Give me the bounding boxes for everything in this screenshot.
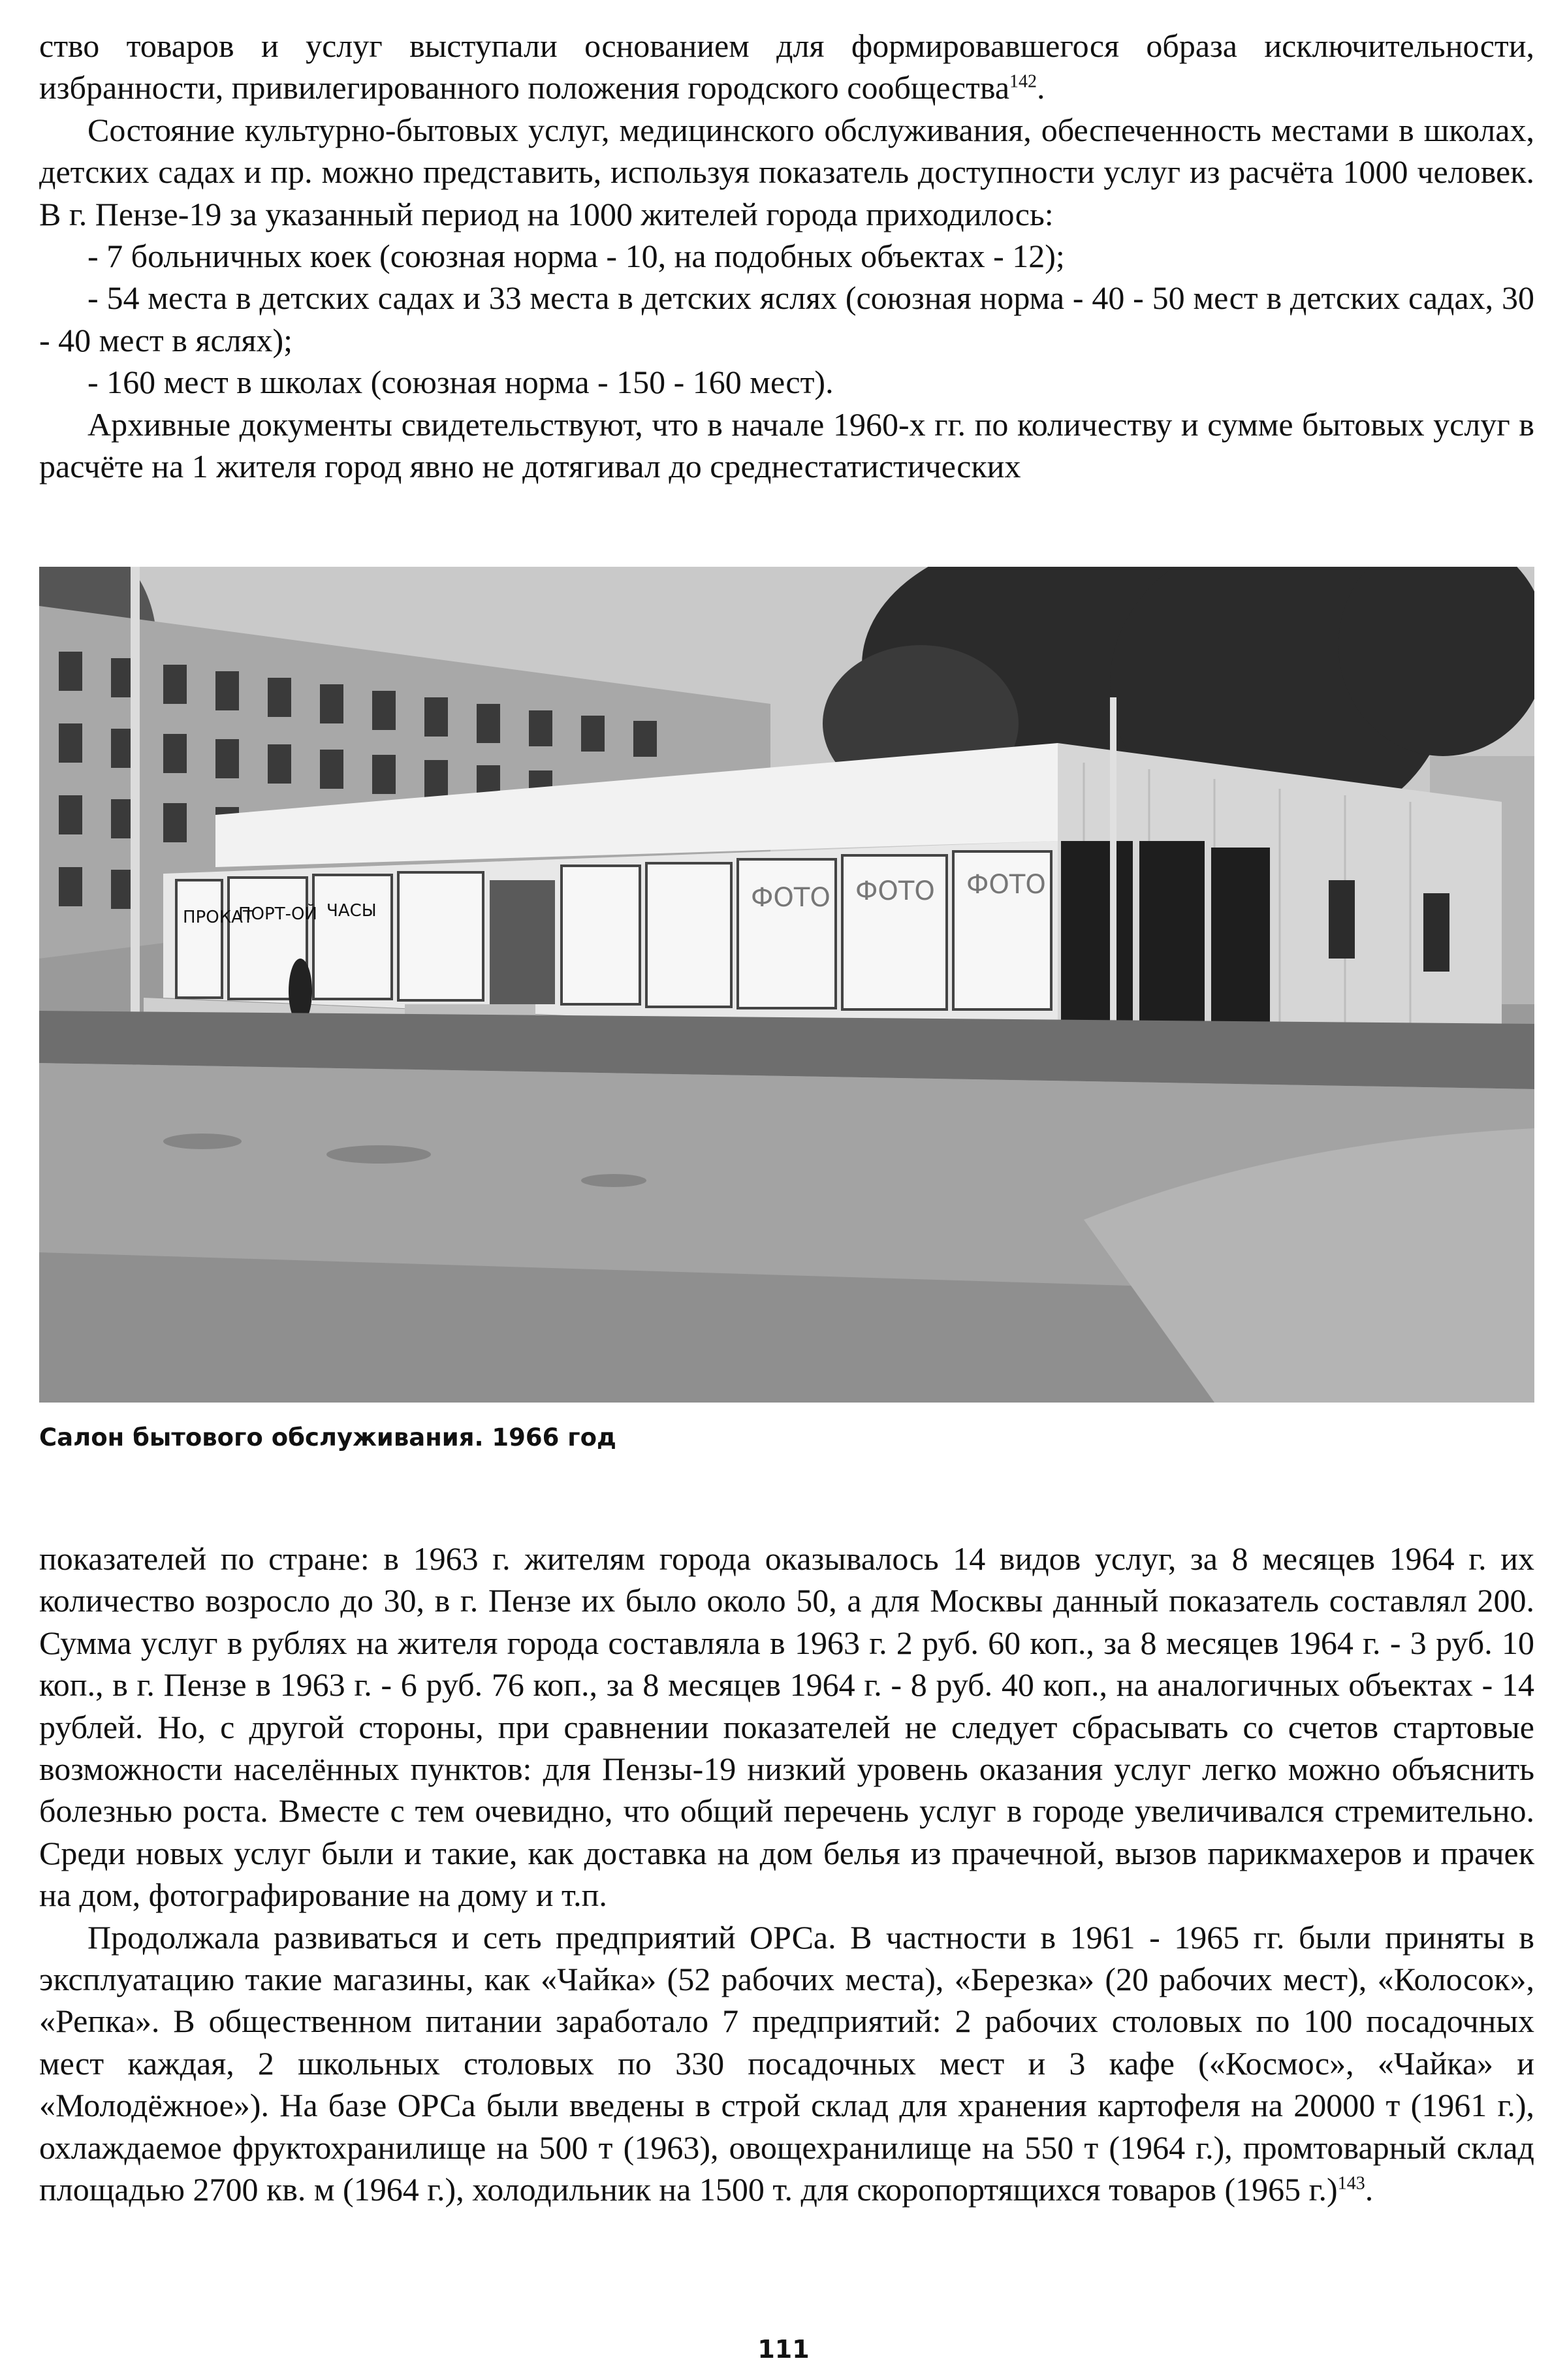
entrance-door [490,880,555,1004]
sign-foto-1: ФОТО [751,883,831,913]
list-item-kindergarten: - 54 места в детских садах и 33 места в детских яслях (союзная норма - 40 - 50 мест в детских садах, 30 - 40 мест в яслях); [39,279,1534,358]
paragraph-orsa: Продолжала развиваться и сеть предприятий ОРСа. В частности в 1961 - 1965 гг. были приняты в эксплуатацию такие магазины, как «Чайка» (52 рабочих места), «Березка» (20 рабочих мест), «Колосок», «Репка». В общественном питании заработало 7 предприятий: 2 рабочих столовых по 100 посадочных мест каждая, 2 школьных столовых по 330 посадочных мест и 3 кафе («Космос», «Чайка» и «Молодёжное»). На базе ОРСа были введены в строй склад для хранения картофеля на 20000 т (1961 г.), охлаждаемое фруктохранилище на 500 т (1963), овощехранилище на 550 т (1964 г.), промтоварный склад площадью 2700 кв. м (1964 г.), холодильник на 1500 т. для скоропортящихся товаров (1965 г.)$^{143}$. [39,1918,1534,2208]
page-number: 111 [757,2335,810,2364]
footnote-ref-142[interactable]: 142 [1009,71,1037,92]
sign-prokat: ПРОКАТ [183,908,253,927]
paragraph-archive: Архивные документы свидетельствуют, что в начале 1960-х гг. по количеству и сумме бытовых услуг в расчёте на 1 жителя город явно не дотягивал до среднестатистических [39,405,1534,485]
sign-port: ПОРТ-ОЙ [238,904,317,924]
lamp-pole-right [1110,697,1116,1063]
sign-foto-2: ФОТО [855,876,935,906]
top-text-block [39,25,1534,487]
list-item-hospital: - 7 больничных коек (союзная норма - 10, на подобных объектах - 12); [87,238,1065,275]
bottom-text-block [39,1538,1534,2211]
paragraph-indicators: показателей по стране: в 1963 г. жителям города оказывалось 14 видов услуг, за 8 месяцев 1964 г. их количество возросло до 30, в г. Пензе их было около 50, а для Москвы данный показатель составлял 200. Сумма услуг в рублях на жителя города составляла в 1963 г. 2 руб. 60 коп., за 8 месяцев 1964 г. - 3 руб. 10 коп., в г. Пензе в 1963 г. - 6 руб. 76 коп., за 8 месяцев 1964 г. - 8 руб. 40 коп., на аналогичных объектах - 14 рублей. Но, с другой стороны, при сравнении показателей не следует сбрасывать со счетов стартовые возможности населённых пунктов: для Пензы-19 низкий уровень оказания услуг легко можно объяснить болезнью роста. Вместе с тем очевидно, что общий перечень услуг в городе увеличивался стремительно. Среди новых услуг были и такие, как доставка на дом белья из прачечной, вызов парикмахеров и прачек на дом, фотографирование на дому и т.п. [39,1540,1534,1914]
paragraph-continuation: ство товаров и услуг выступали основанием для формировавшегося образа исключительности, избранности, привилегированного положения городского сообщества$^{142}$. [39,27,1534,106]
footnote-ref-143[interactable]: 143 [1337,2173,1365,2194]
figure-caption: Салон бытового обслуживания. 1966 год [39,1423,616,1452]
building-photo [39,567,1534,1403]
paragraph-services: Состояние культурно-бытовых услуг, медицинского обслуживания, обеспеченность местами в школах, детских садах и пр. можно представить, используя показатель доступности услуг из расчёта 1000 человек. В г. Пензе-19 за указанный период на 1000 жителей города приходилось: [39,111,1534,232]
list-item-school: - 160 мест в школах (союзная норма - 150 - 160 мест). [87,364,834,401]
lamp-pole-left [131,567,140,1070]
sign-chasy: ЧАСЫ [326,901,377,921]
sign-foto-3: ФОТО [966,870,1046,900]
